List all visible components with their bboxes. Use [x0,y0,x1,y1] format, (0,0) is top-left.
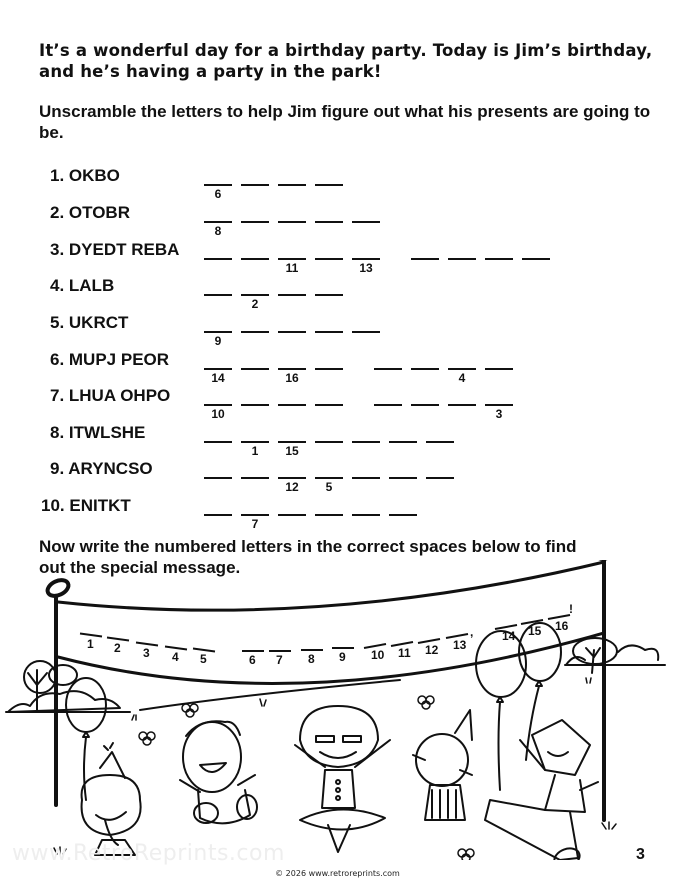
puzzle-row [0,313,675,349]
answer-blank[interactable] [278,331,306,333]
party-illustration [0,560,675,860]
answer-blank[interactable] [204,258,232,260]
answer-blank[interactable] [278,477,306,479]
banner-number: 7 [276,653,283,667]
message-instructions: Now write the numbered letters in the correct spaces below to find out the special message. [39,537,577,577]
clue-number: 14 [211,371,225,385]
clue-number: 4 [458,371,466,385]
answer-blank[interactable] [315,441,343,443]
puzzle-row [0,203,675,239]
answer-blank[interactable] [204,441,232,443]
answer-blank[interactable] [448,404,476,406]
answer-blank[interactable] [278,258,306,260]
banner-number: 8 [308,652,315,666]
answer-blank[interactable] [352,514,380,516]
answer-blank[interactable] [389,477,417,479]
scrambled-word: 10. ENITKT [41,496,131,515]
banner-number: 13 [453,638,467,652]
page-number: 3 [636,846,645,863]
scrambled-word: 8. ITWLSHE [50,423,146,442]
answer-blank[interactable] [241,404,269,406]
answer-blank[interactable] [204,514,232,516]
scrambled-word: 7. LHUA OHPO [50,386,171,405]
tree-right [565,638,665,673]
scrambled-word: 4. LALB [50,276,115,295]
answer-blank[interactable] [315,258,343,260]
answer-blank[interactable] [278,294,306,296]
puzzle-row [0,276,675,312]
banner-number: 6 [249,653,256,667]
answer-blank[interactable] [204,294,232,296]
answer-blank[interactable] [374,404,402,406]
answer-blank[interactable] [204,404,232,406]
answer-blank[interactable] [352,441,380,443]
answer-blank[interactable] [315,221,343,223]
answer-blank[interactable] [352,477,380,479]
puzzle-row [0,240,675,276]
copyright: © 2026 www.retroreprints.com [275,869,400,878]
clue-number: 9 [214,334,222,348]
clue-number: 10 [211,407,225,421]
answer-blank[interactable] [411,368,439,370]
kid-striped-hair-girl [413,710,472,820]
clue-number: 11 [285,261,299,275]
answer-blank[interactable] [241,441,269,443]
intro-paragraph: It’s a wonderful day for a birthday party. Today is Jim’s birthday, and he’s having a party in the park! [39,41,653,81]
banner-number: 10 [371,648,385,662]
answer-blank[interactable] [389,441,417,443]
answer-blank[interactable] [411,404,439,406]
clue-number: 5 [325,480,333,494]
answer-blank[interactable] [389,514,417,516]
kid-jumping-boy [485,720,598,860]
answer-blank[interactable] [278,221,306,223]
puzzle-row [0,459,675,495]
answer-blank[interactable] [485,368,513,370]
answer-blank[interactable] [204,221,232,223]
scrambled-word: 3. DYEDT REBA [50,240,180,259]
answer-blank[interactable] [278,184,306,186]
answer-blank[interactable] [241,514,269,516]
banner-number: 15 [528,624,542,638]
answer-blank[interactable] [315,477,343,479]
answer-blank[interactable] [315,184,343,186]
answer-blank[interactable] [485,258,513,260]
answer-blank[interactable] [352,258,380,260]
answer-blank[interactable] [278,368,306,370]
answer-blank[interactable] [241,331,269,333]
clue-number: 16 [285,371,299,385]
answer-blank[interactable] [204,331,232,333]
answer-blank[interactable] [241,221,269,223]
scrambled-word: 6. MUPJ PEOR [50,350,170,369]
banner-number: 9 [339,650,346,664]
scrambled-word: 1. OKBO [50,166,120,185]
answer-blank[interactable] [241,258,269,260]
banner-number: 16 [555,619,569,633]
unscramble-instructions: Unscramble the letters to help Jim figure out what his presents are going to be. [39,102,651,142]
clue-number: 7 [251,517,259,531]
answer-blank[interactable] [426,477,454,479]
clue-number: 12 [285,480,299,494]
banner-number: 3 [143,646,150,660]
answer-blank[interactable] [374,368,402,370]
banner-number: 12 [425,643,439,657]
answer-blank[interactable] [204,477,232,479]
clue-number: 1 [251,444,259,458]
clue-number: 13 [359,261,373,275]
clue-number: 2 [251,297,259,311]
kid-laughing-boy [180,721,257,823]
banner-number: 1 [87,637,94,651]
banner-number: 14 [502,629,516,643]
answer-blank[interactable] [522,258,550,260]
kid-girl-party-hat [82,743,141,855]
answer-blank[interactable] [204,368,232,370]
right-pole [593,560,613,820]
answer-blank[interactable] [278,441,306,443]
answer-blank[interactable] [485,404,513,406]
answer-blank[interactable] [315,368,343,370]
puzzle-row [0,350,675,386]
banner-number: 5 [200,652,207,666]
puzzle-row [0,166,675,202]
banner-number: 2 [114,641,121,655]
answer-blank[interactable] [315,514,343,516]
answer-blank[interactable] [426,441,454,443]
banner-comma: , [470,625,474,639]
answer-blank[interactable] [411,258,439,260]
answer-blank[interactable] [448,368,476,370]
answer-blank[interactable] [241,294,269,296]
answer-blank[interactable] [241,477,269,479]
answer-blank[interactable] [352,221,380,223]
scrambled-word: 5. UKRCT [50,313,129,332]
banner-number: 4 [172,650,179,664]
answer-blank[interactable] [241,184,269,186]
balloon-right-2 [519,623,561,760]
puzzle-row [0,496,675,532]
banner-number: 11 [398,646,411,660]
puzzle-row [0,386,675,422]
banner-answer-slots [80,602,573,667]
clue-number: 8 [214,224,222,238]
answer-blank[interactable] [448,258,476,260]
answer-blank[interactable] [315,404,343,406]
answer-blank[interactable] [315,294,343,296]
answer-blank[interactable] [204,184,232,186]
answer-blank[interactable] [315,331,343,333]
banner-exclamation: ! [569,602,573,616]
clue-number: 15 [285,444,299,458]
watermark: www.RetroReprints.com [12,841,285,866]
scrambled-word: 9. ARYNCSO [50,459,153,478]
answer-blank[interactable] [241,368,269,370]
kid-glasses-center [295,706,390,852]
clue-number: 3 [495,407,503,421]
answer-blank[interactable] [352,331,380,333]
scrambled-word: 2. OTOBR [50,203,130,222]
answer-blank[interactable] [278,404,306,406]
answer-blank[interactable] [278,514,306,516]
puzzle-row [0,423,675,459]
clue-number: 6 [214,187,222,201]
